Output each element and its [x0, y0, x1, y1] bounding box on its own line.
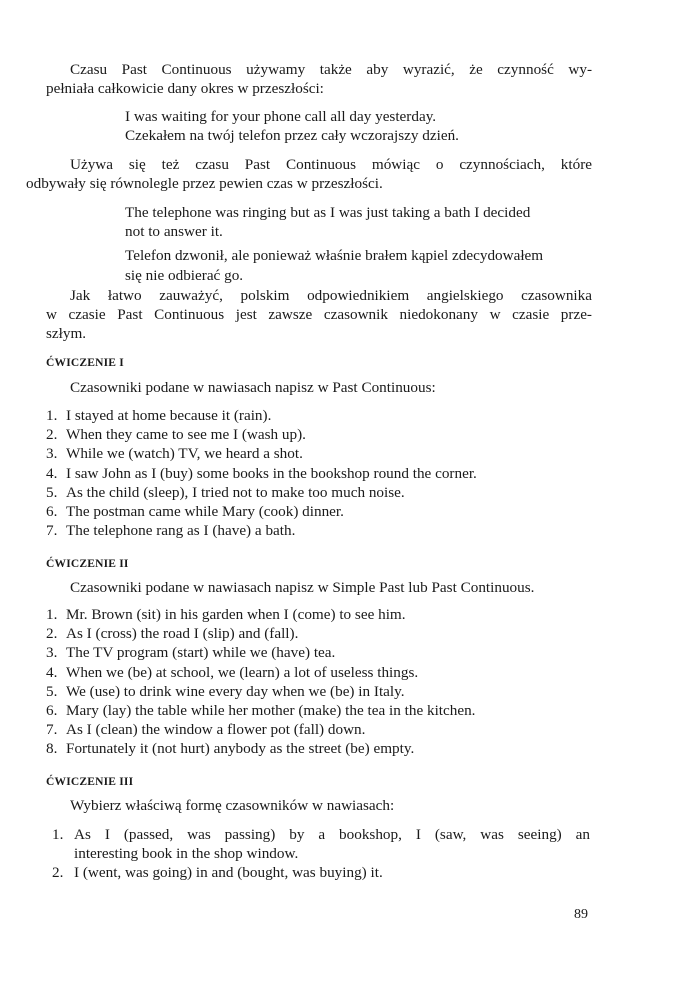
- example-polish-line: się nie odbierać go.: [125, 266, 244, 284]
- example-polish: Czekałem na twój telefon przez cały wczorajszy dzień.: [125, 127, 459, 145]
- list-item: 3. While we (watch) TV, we heard a shot.: [46, 445, 303, 463]
- paragraph-past-continuous-duration: [46, 60, 592, 98]
- list-item: 6. The postman came while Mary (cook) dinner.: [46, 503, 344, 521]
- exercise-3-list: [52, 825, 592, 883]
- text-line: pełniała całkowicie dany okres w przeszłości:: [46, 80, 324, 98]
- exercise-1-list: [46, 406, 596, 540]
- list-item: 1. As I (passed, was passing) by a bookshop, I (saw, was seeing) an interesting book in the shop window.: [52, 826, 590, 863]
- exercise-2-list: [46, 605, 596, 759]
- text-line: Używa się też czasu Past Continuous mówiąc o czynnościach, które: [70, 156, 592, 173]
- exercise-1-instruction: Czasowniki podane w nawiasach napisz w Past Continuous:: [70, 379, 436, 396]
- list-item: 6. Mary (lay) the table while her mother (make) the tea in the kitchen.: [46, 702, 476, 720]
- page-number: 89: [574, 907, 588, 922]
- text-line: szłym.: [46, 325, 87, 343]
- example-english-line: The telephone was ringing but as I was just taking a bath I decided: [125, 204, 531, 221]
- exercise-3-heading: ĆWICZENIE III: [46, 776, 134, 788]
- list-item: 7. The telephone rang as I (have) a bath.: [46, 522, 296, 540]
- paragraph-parallel-actions: [26, 155, 592, 193]
- list-item: 4. I saw John as I (buy) some books in the bookshop round the corner.: [46, 464, 477, 482]
- example-block-1: [125, 107, 592, 145]
- exercise-2-instruction: Czasowniki podane w nawiasach napisz w Simple Past lub Past Continuous.: [70, 579, 535, 596]
- list-item: 5. We (use) to drink wine every day when we (be) in Italy.: [46, 682, 405, 700]
- example-english: I was waiting for your phone call all day yesterday.: [125, 108, 437, 125]
- text-line: odbywały się równolegle przez pewien czas w przeszłości.: [26, 175, 383, 193]
- list-item: 3. The TV program (start) while we (have) tea.: [46, 644, 336, 662]
- list-item: 8. Fortunately it (not hurt) anybody as the street (be) empty.: [46, 740, 415, 758]
- example-polish-line: Telefon dzwonił, ale ponieważ właśnie brałem kąpiel zdecydowałem: [125, 247, 544, 265]
- example-block-2: [125, 203, 592, 285]
- list-item: 7. As I (clean) the window a flower pot (fall) down.: [46, 721, 366, 739]
- exercise-1-heading: ĆWICZENIE I: [46, 357, 124, 369]
- paragraph-polish-equivalent: [46, 286, 592, 344]
- list-item: 1. I stayed at home because it (rain).: [46, 407, 272, 424]
- list-item: 2. I (went, was going) in and (bought, was buying) it.: [52, 864, 383, 882]
- exercise-2-heading: ĆWICZENIE II: [46, 558, 129, 570]
- list-item: 4. When we (be) at school, we (learn) a lot of useless things.: [46, 663, 419, 681]
- list-item: 5. As the child (sleep), I tried not to make too much noise.: [46, 483, 405, 501]
- text-line: Jak łatwo zauważyć, polskim odpowiednikiem angielskiego czasownika: [70, 287, 592, 304]
- text-line: w czasie Past Continuous jest zawsze czasownik niedokonany w czasie prze-: [46, 306, 592, 324]
- exercise-3-instruction: Wybierz właściwą formę czasowników w nawiasach:: [70, 797, 395, 814]
- text-line: Czasu Past Continuous używamy także aby wyrazić, że czynność wy-: [70, 61, 592, 78]
- list-item: 2. When they came to see me I (wash up).: [46, 426, 306, 444]
- example-english-line: not to answer it.: [125, 223, 223, 241]
- list-item: 1. Mr. Brown (sit) in his garden when I (come) to see him.: [46, 606, 406, 623]
- list-item: 2. As I (cross) the road I (slip) and (fall).: [46, 625, 299, 643]
